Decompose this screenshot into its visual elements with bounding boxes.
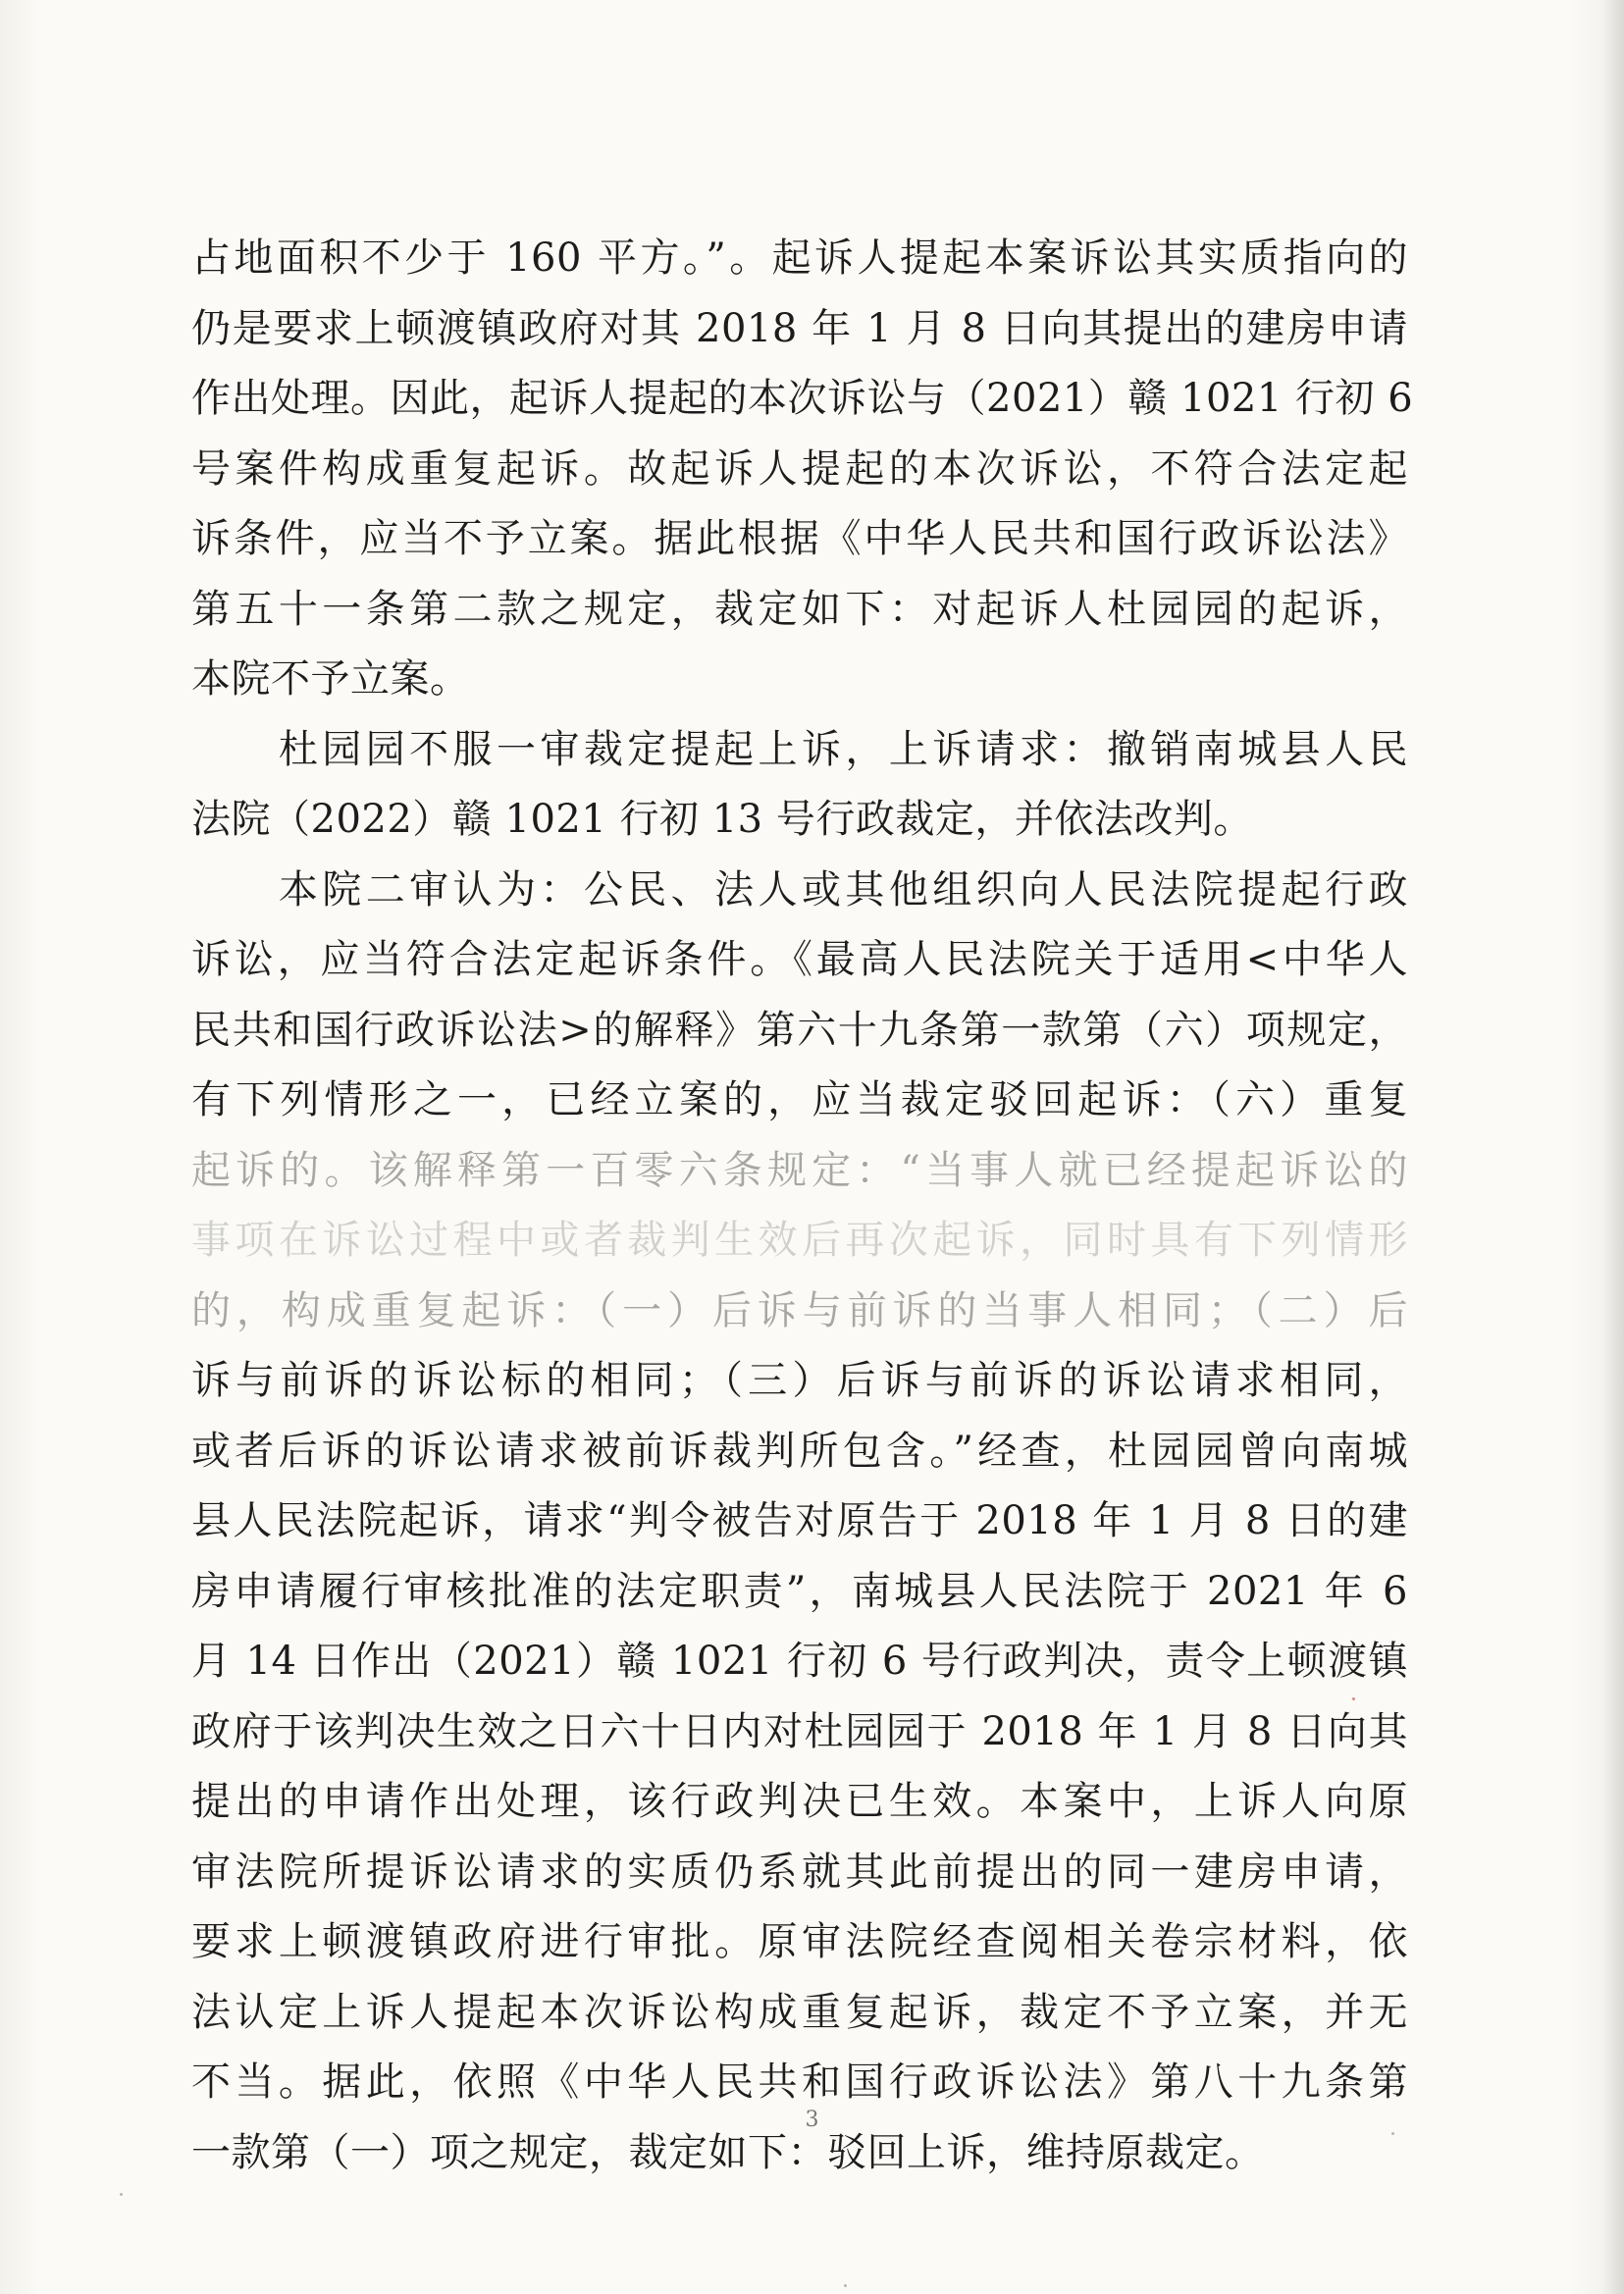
text-line: 诉与前诉的诉讼标的相同；（三）后诉与前诉的诉讼请求相同，	[191, 1358, 1408, 1403]
scan-speck	[120, 2193, 123, 2196]
text-line: 县人民法院起诉，请求“判令被告对原告于 2018 年 1 月 8 日的建	[191, 1498, 1408, 1543]
text-line: 占地面积不少于 160 平方。”。起诉人提起本案诉讼其实质指向的	[191, 235, 1408, 281]
text-line: 或者后诉的诉讼请求被前诉裁判所包含。”经查，杜园园曾向南城	[191, 1428, 1408, 1474]
text-line: 民共和国行政诉讼法>的解释》第六十九条第一款第（六）项规定，	[191, 1007, 1408, 1053]
page-edge-shadow	[1602, 0, 1624, 2294]
text-line: 事项在诉讼过程中或者裁判生效后再次起诉，同时具有下列情形	[191, 1218, 1408, 1263]
text-line: 诉讼，应当符合法定起诉条件。《最高人民法院关于适用<中华人	[191, 937, 1408, 982]
text-line: 起诉的。该解释第一百零六条规定：“当事人就已经提起诉讼的	[191, 1147, 1408, 1193]
text-line: 仍是要求上顿渡镇政府对其 2018 年 1 月 8 日向其提出的建房申请	[191, 305, 1408, 351]
text-line: 有下列情形之一，已经立案的，应当裁定驳回起诉：（六）重复	[191, 1077, 1408, 1122]
text-line: 月 14 日作出（2021）赣 1021 行初 6 号行政判决，责令上顿渡镇	[191, 1639, 1408, 1684]
text-line: 作出处理。因此，起诉人提起的本次诉讼与（2021）赣 1021 行初 6	[191, 376, 1414, 421]
text-line: 第五十一条第二款之规定，裁定如下：对起诉人杜园园的起诉，	[191, 586, 1408, 632]
text-line: 房申请履行审核批准的法定职责”，南城县人民法院于 2021 年 6	[191, 1568, 1408, 1614]
text-line: 审法院所提诉讼请求的实质仍系就其此前提出的同一建房申请，	[191, 1849, 1408, 1895]
text-line: 号案件构成重复起诉。故起诉人提起的本次诉讼，不符合法定起	[191, 445, 1408, 492]
text-line: 政府于该判决生效之日六十日内对杜园园于 2018 年 1 月 8 日向其	[191, 1708, 1408, 1754]
scan-speck	[1352, 1697, 1355, 1700]
judgment-body-text	[191, 224, 1414, 2188]
text-line: 法认定上诉人提起本次诉讼构成重复起诉，裁定不予立案，并无	[191, 1989, 1408, 2035]
scan-speck	[844, 2284, 847, 2287]
text-line: 提出的申请作出处理，该行政判决已生效。本案中，上诉人向原	[191, 1779, 1408, 1824]
text-line: 本院二审认为：公民、法人或其他组织向人民法院提起行政	[191, 866, 1408, 912]
text-line: 诉条件，应当不予立案。据此根据《中华人民共和国行政诉讼法》	[191, 516, 1408, 561]
text-line: 本院不予立案。	[191, 656, 470, 702]
text-line: 不当。据此，依照《中华人民共和国行政诉讼法》第八十九条第	[191, 2059, 1408, 2105]
scan-speck	[1391, 2132, 1394, 2135]
text-line: 一款第（一）项之规定，裁定如下：驳回上诉，维持原裁定。	[191, 2129, 1265, 2175]
text-line: 杜园园不服一审裁定提起上诉，上诉请求：撤销南城县人民	[191, 726, 1408, 772]
page-number: 3	[805, 2108, 819, 2132]
text-line: 法院（2022）赣 1021 行初 13 号行政裁定，并依法改判。	[191, 797, 1253, 842]
text-line: 要求上顿渡镇政府进行审批。原审法院经查阅相关卷宗材料，依	[191, 1919, 1408, 1964]
text-line: 的，构成重复起诉：（一）后诉与前诉的当事人相同；（二）后	[191, 1287, 1408, 1333]
